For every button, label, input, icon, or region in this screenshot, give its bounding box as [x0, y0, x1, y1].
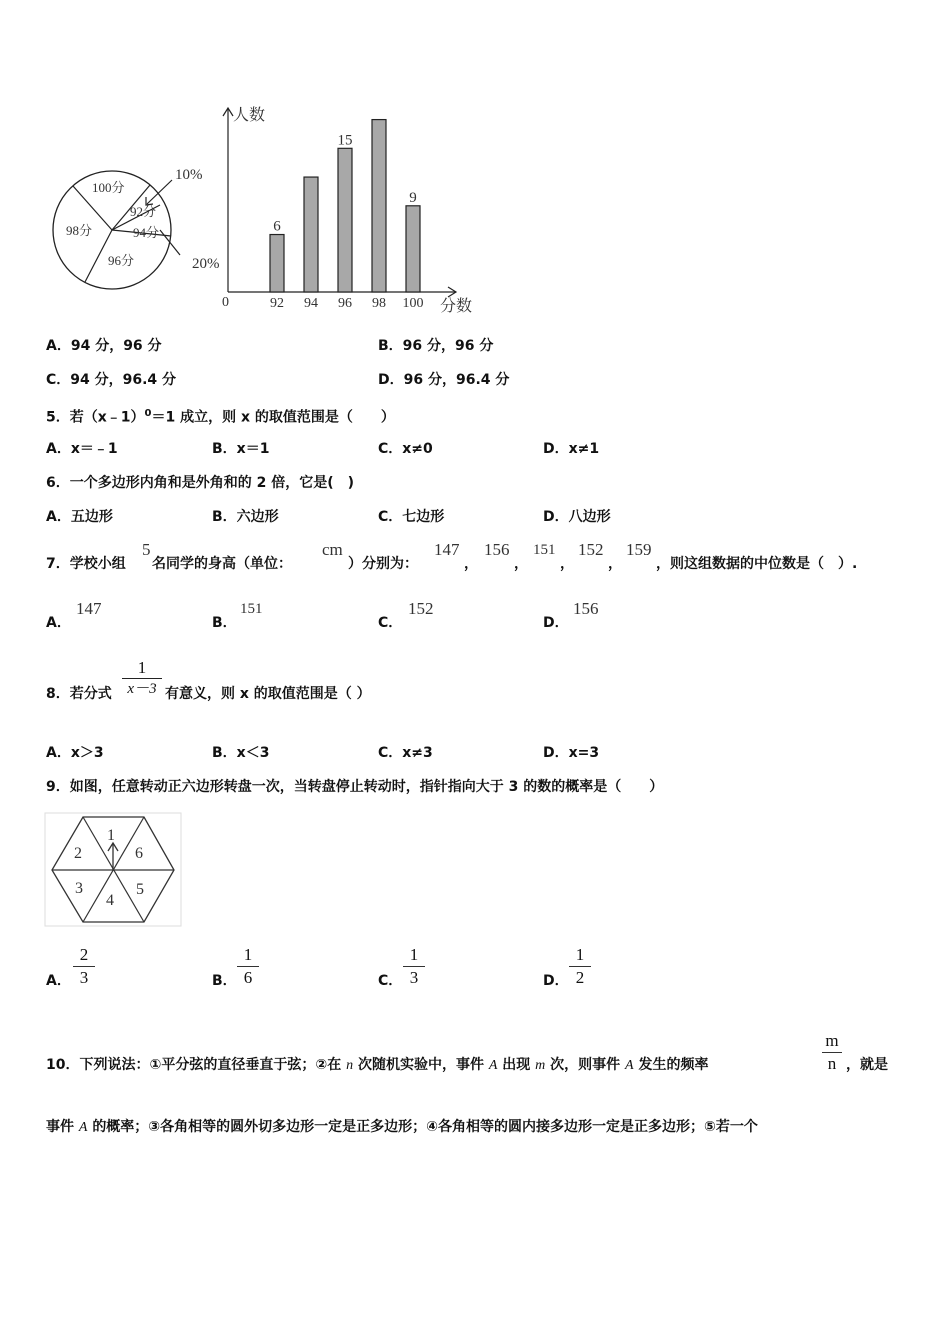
q9-option-d-numerator: 1 [569, 944, 591, 967]
q4-option-a[interactable]: A．94 分，96 分 [46, 338, 162, 354]
q9-option-a-fraction[interactable] [73, 944, 95, 989]
q7-comma: ， [560, 556, 574, 572]
q10-line2-text-b: 的概率；③各角相等的圆外切多边形一定是正多边形；④各角相等的圆内接多边形一定是正多边形；⑤若一个 [92, 1119, 758, 1135]
q7-part2: 名同学的身高（单位： [152, 556, 292, 572]
x-tick-label: 98 [372, 296, 386, 311]
q10-text-b: 次随机实验中，事件 [357, 1057, 484, 1073]
q9-option-b-label[interactable]: B． [212, 973, 237, 989]
q7-part1: 7．学校小组 [46, 556, 126, 572]
q7-part3: ）分别为： [348, 556, 418, 572]
q9-option-c-numerator: 1 [403, 944, 425, 967]
q9-option-d-label[interactable]: D． [543, 973, 569, 989]
pie-label-100: 100分 [92, 180, 125, 195]
q9-option-b-fraction[interactable] [237, 944, 259, 989]
q7-option-b-label[interactable]: B． [212, 615, 237, 631]
q7-comma: ， [608, 556, 622, 572]
data-label: 6 [273, 218, 281, 235]
x-tick-label: 94 [304, 296, 318, 311]
q10-text-e: 发生的频率 [638, 1057, 709, 1073]
q9-option-b-numerator: 1 [237, 944, 259, 967]
q8-option-c[interactable]: C．x≠3 [378, 745, 433, 761]
q5-option-c[interactable]: C．x≠0 [378, 441, 433, 457]
annot-arrow-10 [147, 180, 172, 204]
annot-20-percent: 20% [192, 256, 220, 272]
sector-3: 3 [75, 880, 83, 897]
q8-fraction-denominator: x－3 [127, 681, 157, 697]
q10-text-d: 次，则事件 [550, 1057, 621, 1073]
x-axis-label: 分数 [440, 298, 473, 315]
q10-var-a: A [78, 1120, 88, 1135]
bar-chart [222, 106, 472, 315]
annot-arrow-20 [160, 230, 180, 255]
bar-94 [304, 177, 318, 292]
q6-stem: 6．一个多边形内角和是外角和的 2 倍，它是( ) [46, 475, 355, 491]
q7-value-1: 147 [434, 540, 460, 559]
bar-98 [372, 120, 386, 292]
q8-stem-b: 有意义，则 x 的取值范围是（ ） [165, 686, 371, 702]
q9-option-d-fraction[interactable] [569, 944, 591, 989]
q6-option-c[interactable]: C．七边形 [378, 509, 445, 525]
q10-frequency-fraction [822, 1030, 842, 1075]
q7-comma: ， [464, 556, 478, 572]
q10-fraction-denominator: n [827, 1054, 837, 1073]
pie-label-94: 94分 [133, 225, 160, 240]
q10-line-1 [46, 1056, 708, 1075]
q6-option-a[interactable]: A．五边形 [46, 509, 113, 525]
q8-option-d[interactable]: D．x=3 [543, 745, 600, 761]
q10-text-c: 出现 [502, 1057, 531, 1073]
sector-2: 2 [74, 845, 82, 862]
q7-unit: cm [322, 540, 343, 559]
data-label: 9 [409, 189, 417, 206]
hexagon-spinner [44, 812, 184, 928]
q10-var-a: A [488, 1058, 498, 1073]
q9-option-c-fraction[interactable] [403, 944, 425, 989]
sector-4: 4 [106, 892, 114, 909]
q10-fraction-numerator: m [822, 1030, 842, 1053]
q9-option-c-denominator: 3 [409, 968, 419, 987]
q7-comma: ， [514, 556, 528, 572]
q4-option-d[interactable]: D．96 分，96.4 分 [378, 372, 510, 388]
q10-var-m: m [535, 1058, 546, 1073]
q5-option-b[interactable]: B．x＝1 [212, 441, 270, 457]
q7-value-4: 152 [578, 540, 604, 559]
q7-value-2: 156 [484, 540, 510, 559]
q5-exponent: 0 [144, 408, 152, 419]
sector-5: 5 [136, 881, 144, 898]
bars-group [270, 120, 424, 311]
q7-option-d-label[interactable]: D． [543, 615, 569, 631]
q7-option-a-label[interactable]: A． [46, 615, 71, 631]
pie-label-96: 96分 [108, 253, 135, 268]
q7-count: 5 [142, 540, 151, 559]
x-tick-label: 96 [338, 296, 352, 311]
q9-option-a-denominator: 3 [79, 968, 89, 987]
q10-var-n: n [346, 1058, 354, 1073]
q4-option-c[interactable]: C．94 分，96.4 分 [46, 372, 177, 388]
q8-stem-a: 8．若分式 [46, 686, 112, 702]
q8-fraction-numerator: 1 [122, 658, 162, 679]
q8-option-b[interactable]: B．x＜3 [212, 745, 270, 761]
pie-label-98: 98分 [66, 223, 93, 238]
q9-option-a-label[interactable]: A． [46, 973, 71, 989]
score-figure [0, 0, 950, 330]
bar-100 [406, 206, 420, 292]
x-tick-label: 92 [270, 296, 284, 311]
bar-96 [338, 148, 352, 292]
bar-92 [270, 235, 284, 292]
q5-stem [46, 405, 395, 427]
pie-label-92: 92分 [130, 204, 157, 219]
q7-option-b-value[interactable]: 151 [240, 601, 263, 617]
q7-option-c-value[interactable]: 152 [408, 599, 434, 618]
q4-option-b[interactable]: B．96 分，96 分 [378, 338, 494, 354]
q8-option-a[interactable]: A．x＞3 [46, 745, 104, 761]
q6-option-b[interactable]: B．六边形 [212, 509, 279, 525]
q10-var-a: A [625, 1058, 634, 1073]
data-label: 15 [337, 132, 353, 149]
q7-value-3: 151 [533, 542, 556, 558]
x-tick-label: 100 [402, 296, 424, 311]
y-axis-label: 人数 [233, 107, 266, 124]
q6-option-d[interactable]: D．八边形 [543, 509, 611, 525]
sector-1: 1 [107, 827, 115, 844]
q10-text-f: ，就是 [846, 1057, 888, 1073]
q10-text-a: 10．下列说法：①平分弦的直径垂直于弦；②在 [46, 1057, 342, 1073]
q9-option-a-numerator: 2 [73, 944, 95, 967]
pie-chart [53, 167, 220, 289]
q9-stem: 9．如图，任意转动正六边形转盘一次，当转盘停止转动时，指针指向大于 3 的数的概率是（ ） [46, 779, 664, 795]
q9-option-c-label[interactable]: C． [378, 973, 403, 989]
q10-line-2 [46, 1118, 758, 1137]
q5-stem-b: ＝1 成立，则 x 的取值范围是（ ） [151, 409, 395, 426]
q7-value-5: 159 [626, 540, 652, 559]
q7-part4: ，则这组数据的中位数是（ ）. [656, 556, 858, 572]
q5-option-d[interactable]: D．x≠1 [543, 441, 600, 457]
q9-option-b-denominator: 6 [243, 968, 253, 987]
q7-option-c-label[interactable]: C． [378, 615, 403, 631]
q7-option-d-value[interactable]: 156 [573, 599, 599, 618]
annot-10-percent: 10% [175, 167, 203, 183]
q9-option-d-denominator: 2 [575, 968, 585, 987]
q5-option-a[interactable]: A．x＝﹣1 [46, 441, 118, 457]
origin-label: 0 [222, 295, 229, 310]
q10-line2-text-a: 事件 [46, 1119, 74, 1135]
q7-option-a-value[interactable]: 147 [76, 599, 102, 618]
q5-stem-a: 5．若（x﹣1） [46, 409, 145, 426]
sector-6: 6 [135, 845, 143, 862]
q8-fraction [122, 658, 162, 699]
